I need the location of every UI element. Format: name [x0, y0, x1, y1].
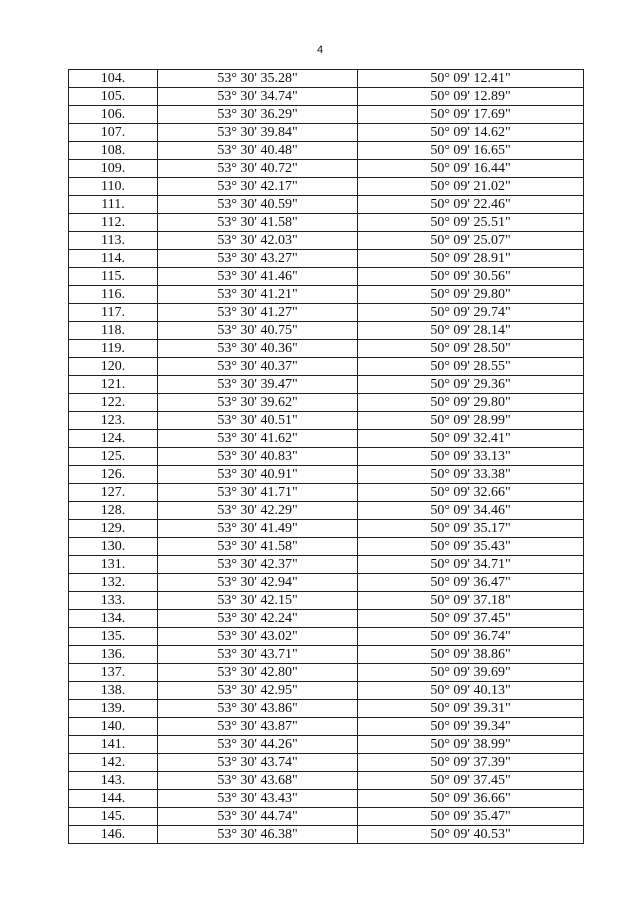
latitude-cell: 53° 30' 41.58" [158, 214, 358, 232]
latitude-cell: 53° 30' 46.38" [158, 826, 358, 844]
table-row [69, 106, 584, 124]
latitude-cell: 53° 30' 39.62" [158, 394, 358, 412]
latitude-cell: 53° 30' 41.49" [158, 520, 358, 538]
latitude-cell: 53° 30' 43.02" [158, 628, 358, 646]
point-number-cell: 111. [69, 196, 158, 214]
table-row [69, 70, 584, 88]
table-row [69, 520, 584, 538]
point-number-cell: 124. [69, 430, 158, 448]
table-row [69, 358, 584, 376]
table-row [69, 736, 584, 754]
table-row [69, 772, 584, 790]
table-row [69, 556, 584, 574]
table-row [69, 700, 584, 718]
point-number-cell: 110. [69, 178, 158, 196]
point-number-cell: 141. [69, 736, 158, 754]
table-row [69, 214, 584, 232]
point-number-cell: 140. [69, 718, 158, 736]
latitude-cell: 53° 30' 44.74" [158, 808, 358, 826]
point-number-cell: 143. [69, 772, 158, 790]
point-number-cell: 109. [69, 160, 158, 178]
point-number-cell: 130. [69, 538, 158, 556]
longitude-cell: 50° 09' 14.62" [358, 124, 584, 142]
table-row [69, 754, 584, 772]
point-number-cell: 128. [69, 502, 158, 520]
table-row [69, 232, 584, 250]
longitude-cell: 50° 09' 28.91" [358, 250, 584, 268]
table-row [69, 160, 584, 178]
table-row [69, 250, 584, 268]
point-number-cell: 118. [69, 322, 158, 340]
longitude-cell: 50° 09' 37.45" [358, 772, 584, 790]
point-number-cell: 145. [69, 808, 158, 826]
table-row [69, 808, 584, 826]
point-number-cell: 107. [69, 124, 158, 142]
longitude-cell: 50° 09' 22.46" [358, 196, 584, 214]
point-number-cell: 120. [69, 358, 158, 376]
latitude-cell: 53° 30' 41.27" [158, 304, 358, 322]
latitude-cell: 53° 30' 34.74" [158, 88, 358, 106]
longitude-cell: 50° 09' 40.53" [358, 826, 584, 844]
table-row [69, 268, 584, 286]
longitude-cell: 50° 09' 32.41" [358, 430, 584, 448]
longitude-cell: 50° 09' 33.38" [358, 466, 584, 484]
latitude-cell: 53° 30' 40.75" [158, 322, 358, 340]
point-number-cell: 126. [69, 466, 158, 484]
longitude-cell: 50° 09' 28.99" [358, 412, 584, 430]
coordinates-table-body [69, 70, 584, 844]
point-number-cell: 144. [69, 790, 158, 808]
longitude-cell: 50° 09' 29.80" [358, 394, 584, 412]
page-number: 4 [316, 44, 324, 56]
latitude-cell: 53° 30' 43.74" [158, 754, 358, 772]
longitude-cell: 50° 09' 12.89" [358, 88, 584, 106]
longitude-cell: 50° 09' 40.13" [358, 682, 584, 700]
longitude-cell: 50° 09' 39.34" [358, 718, 584, 736]
longitude-cell: 50° 09' 25.07" [358, 232, 584, 250]
point-number-cell: 129. [69, 520, 158, 538]
latitude-cell: 53° 30' 41.21" [158, 286, 358, 304]
table-row [69, 286, 584, 304]
table-row [69, 574, 584, 592]
longitude-cell: 50° 09' 12.41" [358, 70, 584, 88]
latitude-cell: 53° 30' 43.68" [158, 772, 358, 790]
point-number-cell: 125. [69, 448, 158, 466]
table-row [69, 502, 584, 520]
table-row [69, 430, 584, 448]
latitude-cell: 53° 30' 40.48" [158, 142, 358, 160]
latitude-cell: 53° 30' 40.91" [158, 466, 358, 484]
point-number-cell: 112. [69, 214, 158, 232]
latitude-cell: 53° 30' 41.71" [158, 484, 358, 502]
table-row [69, 538, 584, 556]
point-number-cell: 131. [69, 556, 158, 574]
point-number-cell: 114. [69, 250, 158, 268]
latitude-cell: 53° 30' 42.95" [158, 682, 358, 700]
longitude-cell: 50° 09' 35.17" [358, 520, 584, 538]
latitude-cell: 53° 30' 40.83" [158, 448, 358, 466]
longitude-cell: 50° 09' 37.45" [358, 610, 584, 628]
table-row [69, 826, 584, 844]
point-number-cell: 115. [69, 268, 158, 286]
latitude-cell: 53° 30' 42.94" [158, 574, 358, 592]
coordinates-table [68, 69, 584, 844]
latitude-cell: 53° 30' 40.59" [158, 196, 358, 214]
latitude-cell: 53° 30' 35.28" [158, 70, 358, 88]
latitude-cell: 53° 30' 42.17" [158, 178, 358, 196]
latitude-cell: 53° 30' 42.29" [158, 502, 358, 520]
point-number-cell: 116. [69, 286, 158, 304]
table-row [69, 196, 584, 214]
point-number-cell: 139. [69, 700, 158, 718]
latitude-cell: 53° 30' 41.62" [158, 430, 358, 448]
longitude-cell: 50° 09' 17.69" [358, 106, 584, 124]
longitude-cell: 50° 09' 29.80" [358, 286, 584, 304]
latitude-cell: 53° 30' 43.87" [158, 718, 358, 736]
longitude-cell: 50° 09' 28.55" [358, 358, 584, 376]
table-row [69, 790, 584, 808]
table-row [69, 88, 584, 106]
table-row [69, 412, 584, 430]
longitude-cell: 50° 09' 28.50" [358, 340, 584, 358]
latitude-cell: 53° 30' 42.15" [158, 592, 358, 610]
table-row [69, 664, 584, 682]
point-number-cell: 134. [69, 610, 158, 628]
longitude-cell: 50° 09' 37.18" [358, 592, 584, 610]
table-row [69, 646, 584, 664]
longitude-cell: 50° 09' 32.66" [358, 484, 584, 502]
point-number-cell: 105. [69, 88, 158, 106]
table-row [69, 682, 584, 700]
longitude-cell: 50° 09' 25.51" [358, 214, 584, 232]
latitude-cell: 53° 30' 42.03" [158, 232, 358, 250]
latitude-cell: 53° 30' 41.46" [158, 268, 358, 286]
longitude-cell: 50° 09' 33.13" [358, 448, 584, 466]
latitude-cell: 53° 30' 36.29" [158, 106, 358, 124]
table-row [69, 628, 584, 646]
longitude-cell: 50° 09' 28.14" [358, 322, 584, 340]
latitude-cell: 53° 30' 40.72" [158, 160, 358, 178]
point-number-cell: 138. [69, 682, 158, 700]
longitude-cell: 50° 09' 37.39" [358, 754, 584, 772]
longitude-cell: 50° 09' 39.69" [358, 664, 584, 682]
point-number-cell: 127. [69, 484, 158, 502]
point-number-cell: 123. [69, 412, 158, 430]
latitude-cell: 53° 30' 42.37" [158, 556, 358, 574]
latitude-cell: 53° 30' 41.58" [158, 538, 358, 556]
point-number-cell: 133. [69, 592, 158, 610]
longitude-cell: 50° 09' 34.71" [358, 556, 584, 574]
longitude-cell: 50° 09' 16.44" [358, 160, 584, 178]
table-row [69, 142, 584, 160]
table-row [69, 322, 584, 340]
latitude-cell: 53° 30' 40.37" [158, 358, 358, 376]
longitude-cell: 50° 09' 38.86" [358, 646, 584, 664]
longitude-cell: 50° 09' 16.65" [358, 142, 584, 160]
longitude-cell: 50° 09' 30.56" [358, 268, 584, 286]
latitude-cell: 53° 30' 39.47" [158, 376, 358, 394]
latitude-cell: 53° 30' 43.71" [158, 646, 358, 664]
table-row [69, 376, 584, 394]
point-number-cell: 119. [69, 340, 158, 358]
point-number-cell: 136. [69, 646, 158, 664]
latitude-cell: 53° 30' 43.27" [158, 250, 358, 268]
table-row [69, 340, 584, 358]
latitude-cell: 53° 30' 40.51" [158, 412, 358, 430]
longitude-cell: 50° 09' 29.74" [358, 304, 584, 322]
point-number-cell: 132. [69, 574, 158, 592]
point-number-cell: 146. [69, 826, 158, 844]
point-number-cell: 104. [69, 70, 158, 88]
point-number-cell: 117. [69, 304, 158, 322]
table-row [69, 448, 584, 466]
point-number-cell: 142. [69, 754, 158, 772]
table-row [69, 718, 584, 736]
table-row [69, 124, 584, 142]
latitude-cell: 53° 30' 43.86" [158, 700, 358, 718]
longitude-cell: 50° 09' 36.47" [358, 574, 584, 592]
point-number-cell: 122. [69, 394, 158, 412]
latitude-cell: 53° 30' 39.84" [158, 124, 358, 142]
longitude-cell: 50° 09' 39.31" [358, 700, 584, 718]
table-row [69, 304, 584, 322]
point-number-cell: 121. [69, 376, 158, 394]
table-row [69, 394, 584, 412]
point-number-cell: 135. [69, 628, 158, 646]
longitude-cell: 50° 09' 36.74" [358, 628, 584, 646]
longitude-cell: 50° 09' 21.02" [358, 178, 584, 196]
longitude-cell: 50° 09' 35.43" [358, 538, 584, 556]
longitude-cell: 50° 09' 36.66" [358, 790, 584, 808]
latitude-cell: 53° 30' 40.36" [158, 340, 358, 358]
table-row [69, 484, 584, 502]
longitude-cell: 50° 09' 34.46" [358, 502, 584, 520]
table-row [69, 592, 584, 610]
latitude-cell: 53° 30' 42.24" [158, 610, 358, 628]
longitude-cell: 50° 09' 29.36" [358, 376, 584, 394]
table-row [69, 610, 584, 628]
point-number-cell: 137. [69, 664, 158, 682]
point-number-cell: 106. [69, 106, 158, 124]
longitude-cell: 50° 09' 35.47" [358, 808, 584, 826]
point-number-cell: 108. [69, 142, 158, 160]
table-row [69, 178, 584, 196]
latitude-cell: 53° 30' 44.26" [158, 736, 358, 754]
table-row [69, 466, 584, 484]
latitude-cell: 53° 30' 42.80" [158, 664, 358, 682]
latitude-cell: 53° 30' 43.43" [158, 790, 358, 808]
point-number-cell: 113. [69, 232, 158, 250]
longitude-cell: 50° 09' 38.99" [358, 736, 584, 754]
